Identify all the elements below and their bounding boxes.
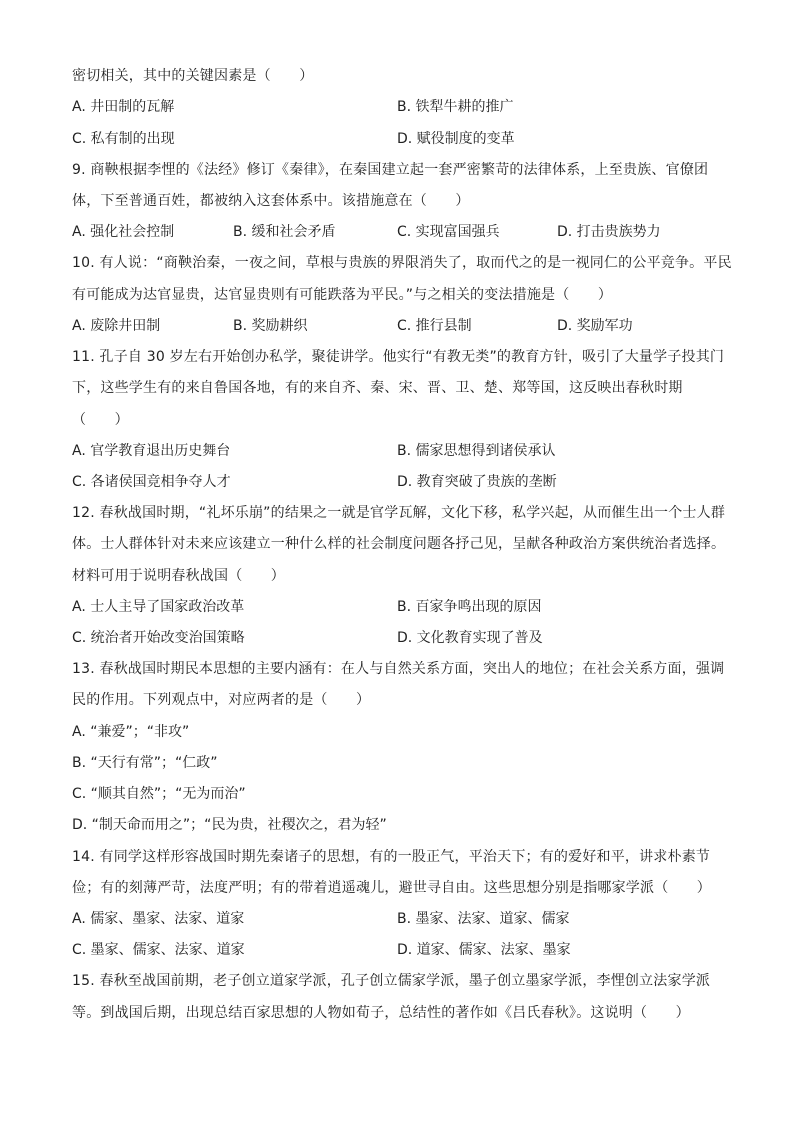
q10-option-c: C. 推行县制 (397, 318, 472, 334)
q9-option-b: B. 缓和社会矛盾 (233, 224, 336, 240)
q10-stem-line2: 有可能成为达官显贵，达官显贵则有可能跌落为平民。”与之相关的变法措施是（ ） (72, 287, 613, 303)
q10-stem-line1: 10. 有人说：“商鞅治秦，一夜之间，草根与贵族的界限消失了，取而代之的是一视同仁的公平竞争。平民 (72, 255, 732, 271)
q12-option-c: C. 统治者开始改变治国策略 (72, 630, 245, 646)
q10-option-d: D. 奖励军功 (557, 318, 633, 334)
q12-option-a: A. 士人主导了国家政治改革 (72, 599, 245, 615)
q15-stem-line1: 15. 春秋至战国前期，老子创立道家学派，孔子创立儒家学派，墨子创立墨家学派，李悝创立法家学派 (72, 973, 711, 989)
q13-option-a: A. “兼爱”；“非攻” (72, 724, 190, 740)
q12-stem-line3: 材料可用于说明春秋战国（ ） (72, 568, 285, 584)
q11-stem-line1: 11. 孔子自 30 岁左右开始创办私学，聚徒讲学。他实行“有教无类”的教育方针，吸引了大量学子投其门 (72, 349, 725, 365)
q11-option-c: C. 各诸侯国竞相争夺人才 (72, 474, 231, 490)
q10-option-b: B. 奖励耕织 (233, 318, 308, 334)
q10-option-a: A. 废除井田制 (72, 318, 161, 334)
q9-option-a: A. 强化社会控制 (72, 224, 175, 240)
q14-option-c: C. 墨家、儒家、法家、道家 (72, 942, 245, 958)
q9-stem-line2: 体，下至普通百姓，都被纳入这套体系中。该措施意在（ ） (72, 193, 470, 209)
q9-option-c: C. 实现富国强兵 (397, 224, 500, 240)
q13-stem-line2: 民的作用。下列观点中，对应两者的是（ ） (72, 692, 371, 708)
q13-option-c: C. “顺其自然”；“无为而治” (72, 786, 246, 802)
q13-option-b: B. “天行有常”；“仁政” (72, 755, 218, 771)
q11-option-d: D. 教育突破了贵族的垄断 (397, 474, 557, 490)
q14-stem-line2: 俭；有的刻薄严苛，法度严明；有的带着逍遥魂儿，避世寻自由。这些思想分别是指哪家学派（ ） (72, 880, 711, 896)
q15-stem-line2: 等。到战国后期，出现总结百家思想的人物如荀子，总结性的著作如《吕氏春秋》。这说明（ ） (72, 1005, 690, 1021)
q8-option-c: C. 私有制的出现 (72, 131, 175, 147)
q14-stem-line1: 14. 有同学这样形容战国时期先秦诸子的思想，有的一股正气，平治天下；有的爱好和平，讲求朴素节 (72, 849, 711, 865)
q8-option-a: A. 井田制的瓦解 (72, 99, 175, 115)
q11-stem-line3: （ ） (72, 412, 129, 428)
q11-option-a: A. 官学教育退出历史舞台 (72, 443, 231, 459)
q8-option-b: B. 铁犁牛耕的推广 (397, 99, 514, 115)
q13-option-d: D. “制天命而用之”；“民为贵，社稷次之，君为轻” (72, 817, 387, 833)
q13-stem-line1: 13. 春秋战国时期民本思想的主要内涵有：在人与自然关系方面，突出人的地位；在社会关系方面，强调 (72, 661, 725, 677)
q9-option-d: D. 打击贵族势力 (557, 224, 661, 240)
q8-option-d: D. 赋役制度的变革 (397, 131, 515, 147)
q14-option-b: B. 墨家、法家、道家、儒家 (397, 911, 570, 927)
q11-option-b: B. 儒家思想得到诸侯承认 (397, 443, 556, 459)
q9-stem-line1: 9. 商鞅根据李悝的《法经》修订《秦律》，在秦国建立起一套严密繁苛的法律体系，上至贵族、官僚团 (72, 162, 709, 178)
q12-stem-line2: 体。士人群体针对未来应该建立一种什么样的社会制度问题各抒己见，呈献各种政治方案供统治者选择。 (72, 536, 726, 552)
q11-stem-line2: 下，这些学生有的来自鲁国各地，有的来自齐、秦、宋、晋、卫、楚、郑等国，这反映出春秋时期 (72, 380, 683, 396)
q12-option-d: D. 文化教育实现了普及 (397, 630, 543, 646)
q14-option-d: D. 道家、儒家、法家、墨家 (397, 942, 571, 958)
q12-option-b: B. 百家争鸣出现的原因 (397, 599, 542, 615)
q8-stem-tail: 密切相关，其中的关键因素是（ ） (72, 68, 314, 84)
q14-option-a: A. 儒家、墨家、法家、道家 (72, 911, 245, 927)
q12-stem-line1: 12. 春秋战国时期，“礼坏乐崩”的结果之一就是官学瓦解，文化下移，私学兴起，从而催生出一个士人群 (72, 505, 726, 521)
